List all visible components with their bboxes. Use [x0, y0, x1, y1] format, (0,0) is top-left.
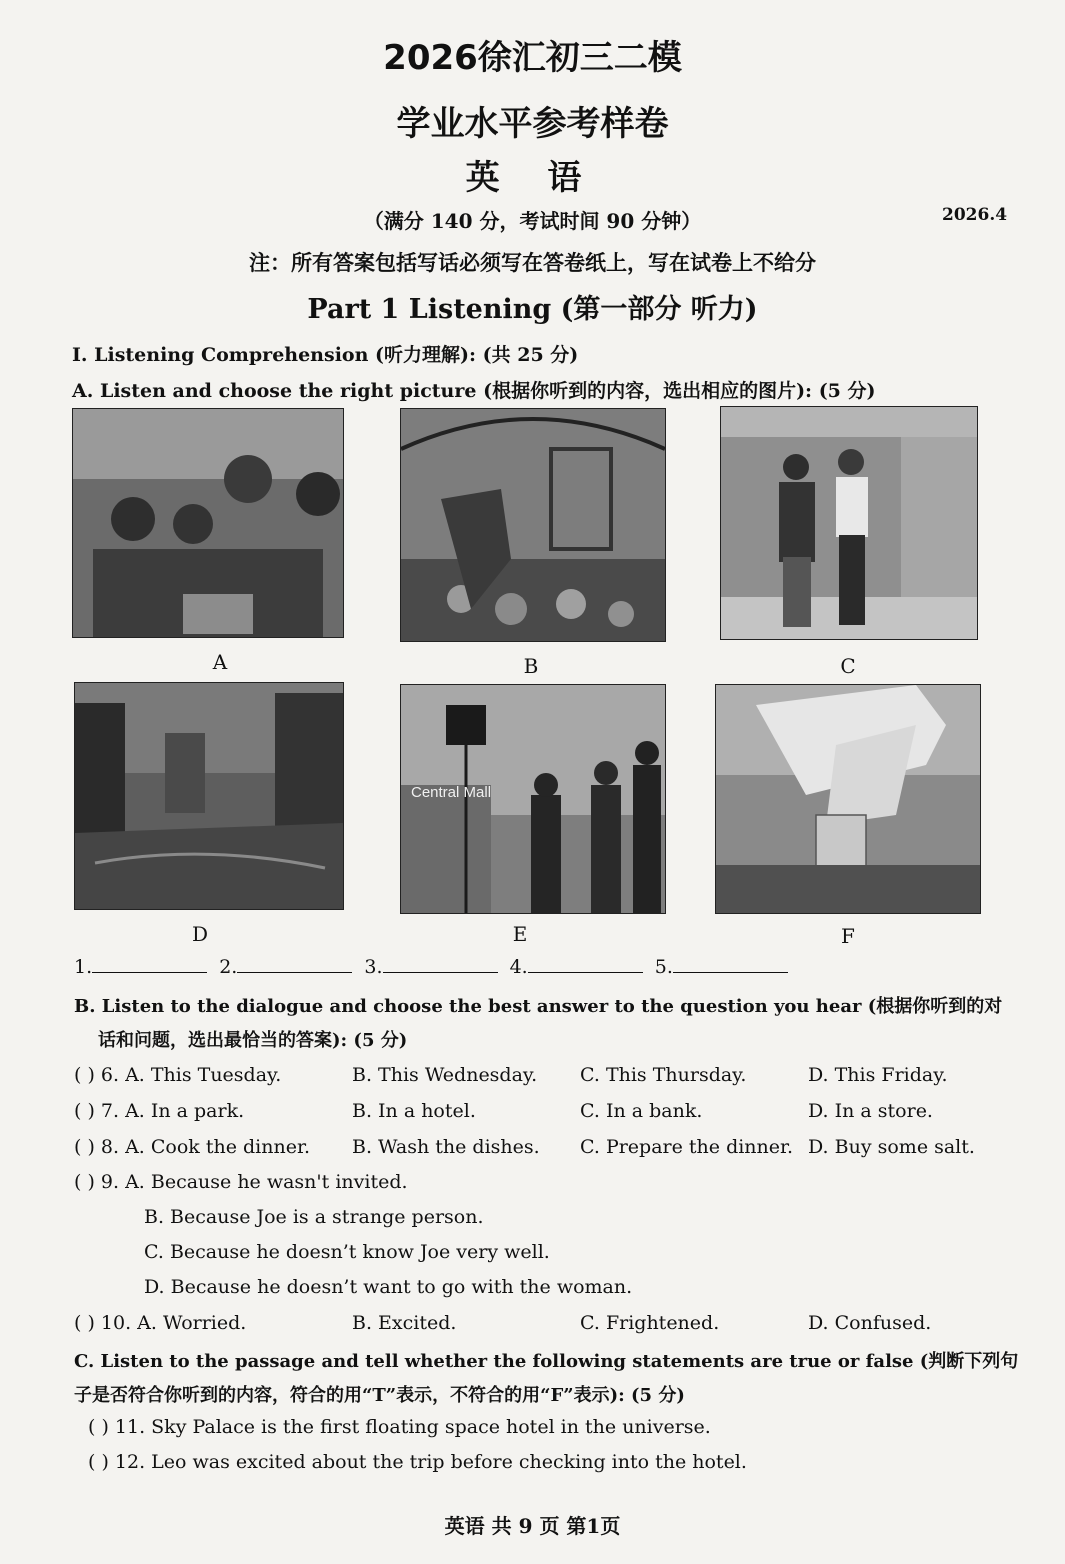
- question-6-c: C. This Thursday.: [580, 1064, 747, 1086]
- greenhouse-gardener-photo: [400, 408, 666, 642]
- statement-12: ( ) 12. Leo was excited about the trip before checking into the hotel.: [88, 1451, 747, 1473]
- answer-blanks-row: [74, 956, 794, 978]
- question-10-b: B. Excited.: [352, 1312, 457, 1334]
- question-7-c: C. In a bank.: [580, 1100, 703, 1122]
- exam-date: 2026.4: [942, 205, 1008, 225]
- section-title: I. Listening Comprehension (听力理解): (共 25 分): [72, 344, 579, 366]
- score-time-info: （满分 140 分，考试时间 90 分钟）: [363, 209, 702, 233]
- question-6-d: D. This Friday.: [808, 1064, 948, 1086]
- question-8-b: B. Wash the dishes.: [352, 1136, 540, 1158]
- blank-3[interactable]: [383, 956, 498, 973]
- question-9-c: C. Because he doesn’t know Joe very well.: [144, 1241, 550, 1263]
- picture-label-d: D: [191, 922, 209, 946]
- film-crew-mall-photo: [400, 684, 666, 914]
- picture-label-e: E: [512, 922, 528, 946]
- picture-label-f: F: [841, 924, 855, 948]
- flooded-street-photo: [74, 682, 344, 910]
- part-b-title-line2: 话和问题，选出最恰当的答案): (5 分): [98, 1030, 408, 1051]
- blank-label-4: 4.: [509, 956, 528, 978]
- question-7-d: D. In a store.: [808, 1100, 933, 1122]
- question-10-d: D. Confused.: [808, 1312, 932, 1334]
- blank-5[interactable]: [673, 956, 788, 973]
- exam-note: 注：所有答案包括写话必须写在答卷纸上，写在试卷上不给分: [249, 250, 816, 275]
- exam-title: 2026徐汇初三二模: [383, 38, 682, 78]
- picture-label-a: A: [212, 650, 228, 674]
- part-b-title-line1: B. Listen to the dialogue and choose the best answer to the question you hear (根据你听到的对: [74, 996, 1003, 1017]
- question-6-a: ( ) 6. A. This Tuesday.: [74, 1064, 282, 1086]
- picture-label-c: C: [840, 654, 856, 678]
- question-8-a: ( ) 8. A. Cook the dinner.: [74, 1136, 310, 1158]
- question-10-c: C. Frightened.: [580, 1312, 720, 1334]
- question-9-b: B. Because Joe is a strange person.: [144, 1206, 484, 1228]
- blank-label-1: 1.: [74, 956, 93, 978]
- group-reading-photo: [72, 408, 344, 638]
- blank-1[interactable]: [92, 956, 207, 973]
- pouring-water-photo: [715, 684, 981, 914]
- question-9-d: D. Because he doesn’t want to go with the woman.: [144, 1276, 633, 1298]
- shopping-couple-photo: [720, 406, 978, 640]
- question-10-a: ( ) 10. A. Worried.: [74, 1312, 247, 1334]
- blank-label-2: 2.: [219, 956, 238, 978]
- part-title: Part 1 Listening (第一部分 听力): [307, 294, 758, 325]
- blank-2[interactable]: [237, 956, 352, 973]
- exam-subtitle: 学业水平参考样卷: [396, 104, 669, 144]
- part-c-title-line2: 子是否符合你听到的内容，符合的用“T”表示，不符合的用“F”表示): (5 分): [74, 1385, 685, 1406]
- part-c-title-line1: C. Listen to the passage and tell whether the following statements are true or false (判断下列句: [74, 1351, 1019, 1372]
- blank-4[interactable]: [528, 956, 643, 973]
- part-a-title: A. Listen and choose the right picture (根据你听到的内容，选出相应的图片): (5 分): [72, 380, 876, 402]
- blank-label-3: 3.: [364, 956, 383, 978]
- question-8-c: C. Prepare the dinner.: [580, 1136, 794, 1158]
- subject-title: 英 语: [465, 158, 600, 198]
- question-6-b: B. This Wednesday.: [352, 1064, 538, 1086]
- question-9-a: ( ) 9. A. Because he wasn't invited.: [74, 1171, 408, 1193]
- mall-sign-text: Central Mall: [411, 784, 492, 801]
- page-footer: 英语 共 9 页 第1页: [444, 1514, 621, 1538]
- blank-label-5: 5.: [654, 956, 673, 978]
- question-7-b: B. In a hotel.: [352, 1100, 476, 1122]
- question-7-a: ( ) 7. A. In a park.: [74, 1100, 245, 1122]
- statement-11: ( ) 11. Sky Palace is the first floating space hotel in the universe.: [88, 1416, 711, 1438]
- question-8-d: D. Buy some salt.: [808, 1136, 975, 1158]
- picture-label-b: B: [523, 654, 539, 678]
